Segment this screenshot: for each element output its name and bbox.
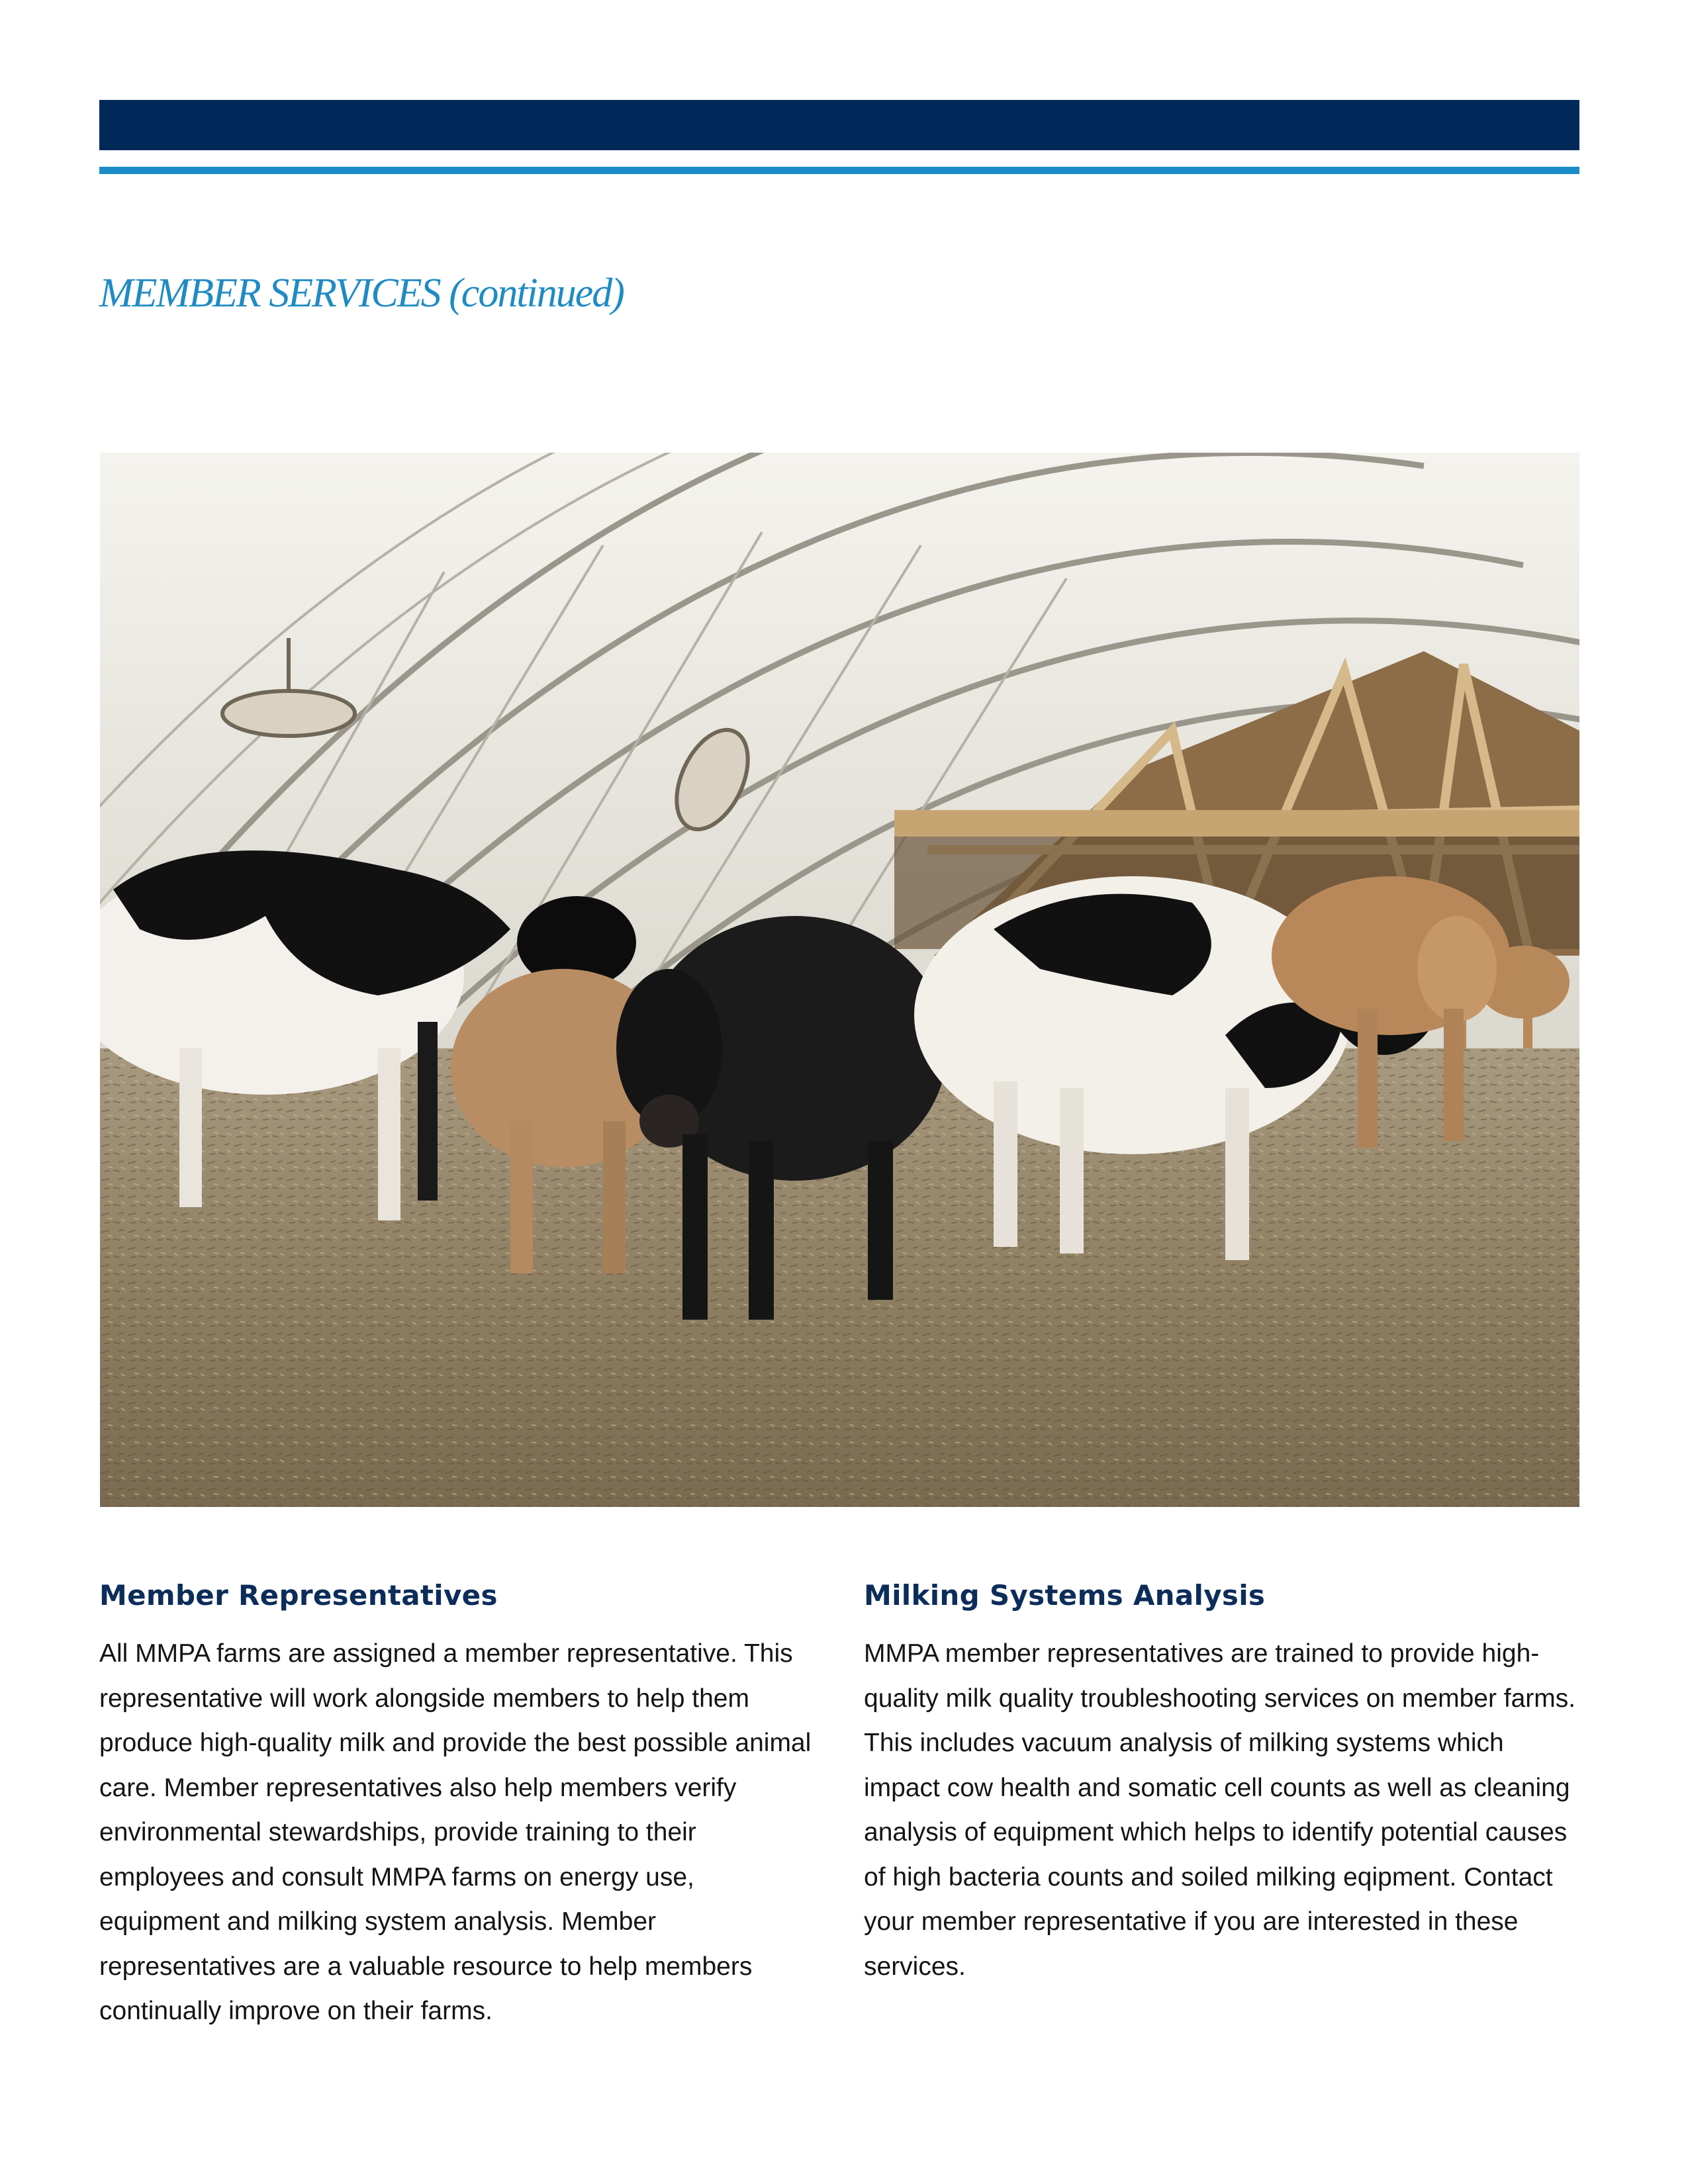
section-title: MEMBER SERVICES (continued) [99,271,624,316]
member-representatives-heading: Member Representatives [99,1579,498,1612]
member-representatives-section [99,1579,814,2034]
member-representatives-body: All MMPA farms are assigned a member representative. This representative will work alongside members to help them produce high-quality milk and provide the best possible animal care. Member representatives also help members verify environmental stewardships, provide training to their employees and consult MMPA farms on energy use, equipment and milking system analysis. Member representatives are a valuable resource to help members continually improve on their farms. [99,1639,812,2025]
header-accent-line [99,167,1579,174]
header-bar [99,100,1579,150]
milking-systems-analysis-heading: Milking Systems Analysis [864,1579,1266,1612]
milking-systems-analysis-body: MMPA member representatives are trained to provide high-quality milk quality troubleshooting services on member farms. This includes vacuum analysis of milking systems which impact cow health and somatic cell counts as well as cleaning analysis of equipment which helps to identify potential causes of high bacteria counts and soiled milking eqipment. Contact your member representative if you are interested in these services. [864,1639,1576,1981]
barn-cows-photo [100,453,1579,1507]
milking-systems-analysis-section [864,1579,1579,1989]
